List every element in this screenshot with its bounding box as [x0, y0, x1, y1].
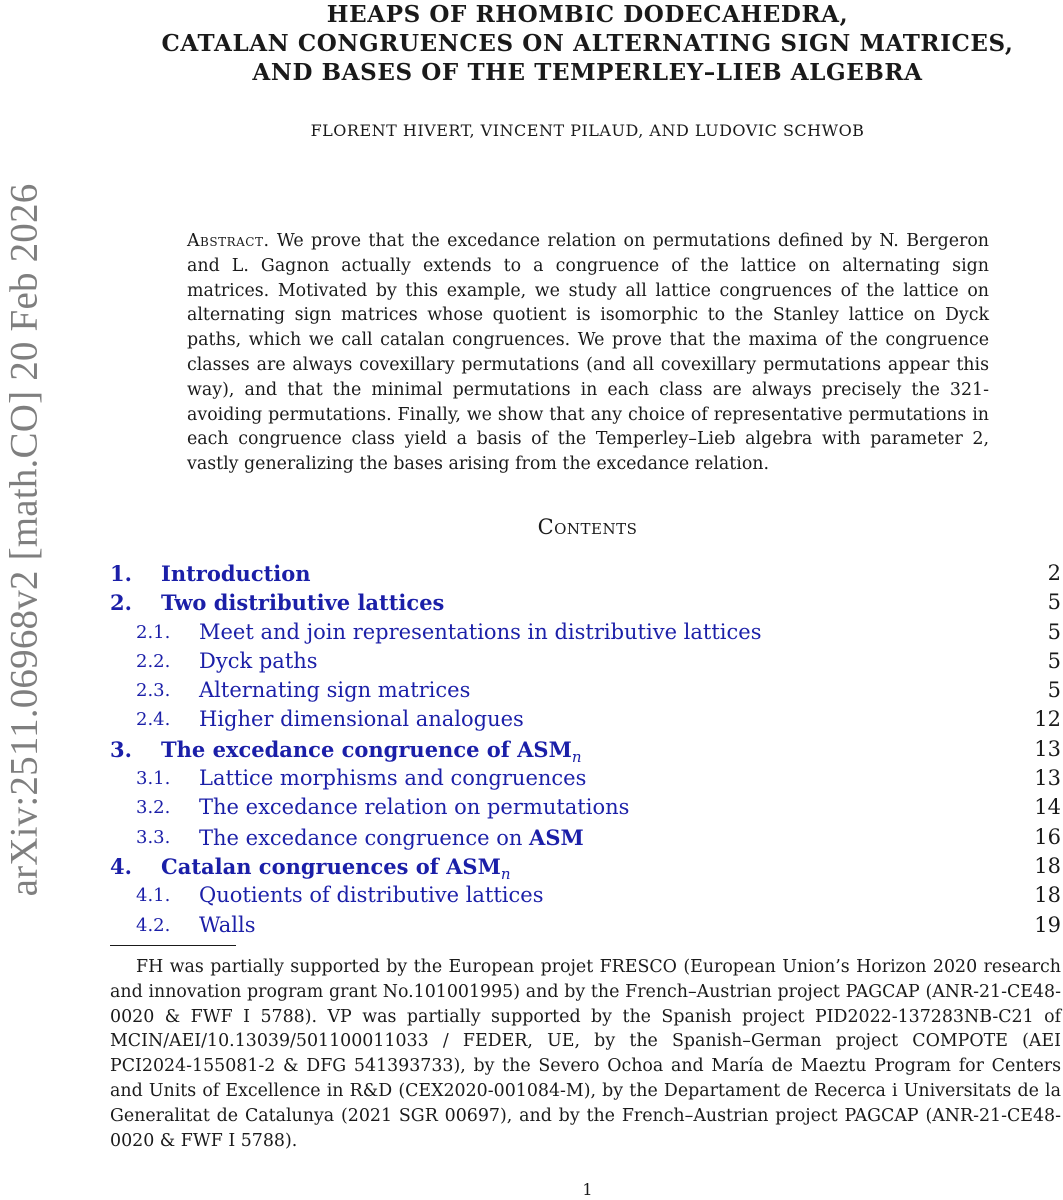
toc-label[interactable]: Introduction [161, 561, 311, 586]
paper-title [100, 0, 1063, 87]
toc-label[interactable]: Walls [199, 912, 256, 937]
toc-page: 14 [1034, 795, 1061, 820]
toc-page: 5 [1047, 648, 1061, 673]
toc-entry[interactable] [110, 647, 1061, 676]
toc-number[interactable]: 2.4. [136, 709, 171, 731]
toc-label[interactable]: Catalan congruences of ASM [161, 853, 501, 879]
toc-page: 18 [1034, 853, 1061, 878]
toc-number[interactable]: 3.2. [136, 797, 171, 819]
authors: FLORENT HIVERT, VINCENT PILAUD, AND LUDOVIC SCHWOB [310, 121, 865, 140]
toc-label[interactable]: Meet and join representations in distributive lattices [199, 619, 762, 644]
footnote-divider [110, 945, 236, 946]
funding-footnote: FH was partially supported by the European projet FRESCO (European Union’s Horizon 2020 research and innovation program grant No.101001995) and by the French–Austrian project PAGCAP (ANR-21-CE48-0020 & FWF I 5788). VP was partially supported by the Spanish project PID2022-137283NB-C21 of MCIN/AEI/10.13039/501100011033 / FEDER, UE, by the Spanish–German project COMPOTE (AEI PCI2024-155081-2 & DFG 541393733), by the Severo Ochoa and María de Maeztu Program for Centers and Units of Excellence in R&D (CEX2020-001084-M), by the Departament de Recerca i Universitats de la Generalitat de Catalunya (2021 SGR 00697), and by the French–Austrian project PAGCAP (ANR-21-CE48-0020 & FWF I 5788). [110, 957, 1061, 1151]
abstract-text: We prove that the excedance relation on permutations defined by N. Bergeron and L. Gagnon actually extends to a congruence of the lattice on alternating sign matrices. Motivated by this example, we study all lattice congruences of the lattice on alternating sign matrices whose quotient is isomorphic to the Stanley lattice on Dyck paths, which we call catalan congruences. We prove that the maxima of the congruence classes are always covexillary permutations (and all covexillary permutations appear this way), and that the minimal permutations in each class are always precisely the 321-avoiding permutations. Finally, we show that any choice of representative permutations in each congruence class yield a basis of the Temperley–Lieb algebra with parameter 2, vastly generalizing the bases arising from the excedance relation. [187, 231, 989, 475]
toc-page: 5 [1047, 619, 1061, 644]
toc-page: 5 [1047, 590, 1061, 615]
toc-number[interactable]: 4.1. [136, 885, 171, 907]
toc-page: 16 [1034, 824, 1061, 849]
toc-bold-suffix[interactable]: ASM [529, 824, 584, 850]
toc-entry[interactable] [110, 911, 1061, 940]
toc-page: 18 [1034, 883, 1061, 908]
arxiv-sidebar-stamp [2, 180, 46, 900]
toc-entry[interactable] [110, 881, 1061, 910]
title-line: HEAPS OF RHOMBIC DODECAHEDRA, [326, 1, 849, 28]
abstract [187, 229, 989, 477]
toc-entry[interactable] [110, 735, 1061, 764]
toc-label[interactable]: Lattice morphisms and congruences [199, 766, 587, 791]
toc-number[interactable]: 2.1. [136, 621, 171, 643]
title-line: AND BASES OF THE TEMPERLEY–LIEB ALGEBRA [252, 59, 923, 86]
abstract-label: Abstract. [187, 231, 270, 251]
toc-label[interactable]: The excedance congruence on [199, 825, 530, 850]
toc-number[interactable]: 3. [110, 736, 132, 762]
toc-label[interactable]: The excedance relation on permutations [199, 795, 630, 820]
title-line: CATALAN CONGRUENCES ON ALTERNATING SIGN MATRICES, [161, 30, 1014, 57]
toc-number[interactable]: 3.3. [136, 826, 171, 848]
toc-entry[interactable] [110, 705, 1061, 734]
toc-entry[interactable] [110, 588, 1061, 617]
toc-label[interactable]: Dyck paths [199, 648, 318, 673]
toc-number[interactable]: 2. [110, 590, 132, 616]
page-number: 1 [582, 1180, 593, 1199]
table-of-contents [110, 559, 1061, 940]
toc-entry[interactable] [110, 618, 1061, 647]
toc-label[interactable]: Higher dimensional analogues [199, 707, 524, 732]
toc-subscript: n [571, 747, 582, 766]
arxiv-id: arXiv:2511.06968v2 [math.CO] 20 Feb 2026 [2, 183, 46, 897]
toc-number[interactable]: 4. [110, 853, 132, 879]
toc-label-group[interactable] [199, 823, 584, 853]
toc-label[interactable]: Alternating sign matrices [199, 678, 471, 703]
toc-entry[interactable] [110, 793, 1061, 822]
contents-heading: Contents [537, 515, 638, 539]
toc-entry[interactable] [110, 559, 1061, 588]
toc-label[interactable]: Two distributive lattices [161, 590, 445, 616]
toc-entry[interactable] [110, 852, 1061, 884]
toc-number[interactable]: 2.3. [136, 680, 171, 702]
toc-page: 19 [1034, 912, 1061, 937]
toc-entry[interactable] [110, 823, 1061, 852]
toc-page: 13 [1034, 736, 1061, 761]
toc-subscript: n [500, 865, 511, 884]
toc-page: 2 [1047, 561, 1061, 585]
toc-label[interactable]: The excedance congruence of ASM [161, 736, 572, 762]
toc-page: 12 [1034, 707, 1061, 732]
toc-page: 5 [1047, 678, 1061, 703]
toc-number[interactable]: 2.2. [136, 650, 171, 672]
toc-entry[interactable] [110, 764, 1061, 793]
toc-label[interactable]: Quotients of distributive lattices [199, 883, 544, 908]
toc-number[interactable]: 4.2. [136, 914, 171, 936]
toc-entry[interactable] [110, 676, 1061, 705]
toc-number[interactable]: 3.1. [136, 768, 171, 790]
toc-number[interactable]: 1. [110, 561, 132, 586]
toc-page: 13 [1034, 766, 1061, 791]
